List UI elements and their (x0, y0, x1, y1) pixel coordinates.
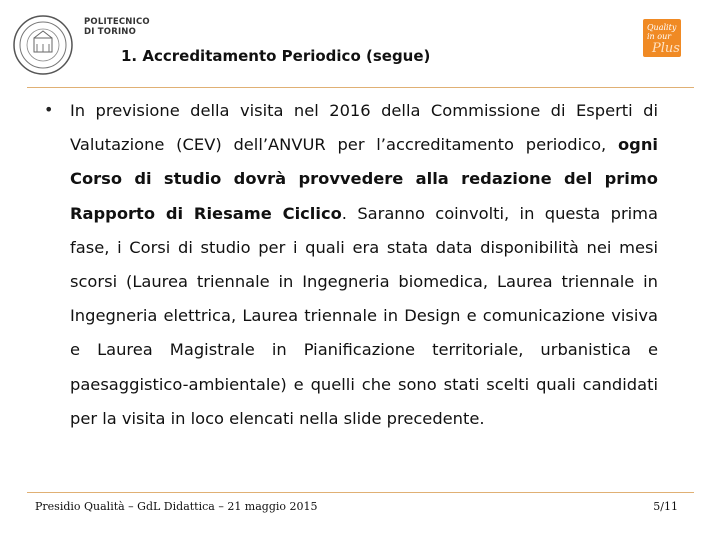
bullet-paragraph (70, 94, 658, 436)
quality-plus-logo (643, 19, 681, 57)
slide-title: 1. Accreditamento Periodico (segue) (121, 47, 431, 65)
header-divider (27, 87, 694, 88)
quality-logo-plus: Plus (652, 41, 680, 56)
footer-divider (27, 492, 694, 493)
bullet-icon: • (44, 100, 54, 119)
footer-caption: Presidio Qualità – GdL Didattica – 21 maggio 2015 (35, 500, 318, 513)
quality-logo-text: Quality in our (647, 23, 677, 41)
paragraph-text-rest: . Saranno coinvolti, in questa prima fase, i Corsi di studio per i quali era stata data disponibilità nei mesi scorsi (Laurea triennale in Ingegneria biomedica, Laurea triennale in Ingegneria elettrica, Laurea triennale in Design e comunicazione visiva e Laurea Magistrale in Pianificazione territoriale, urbanistica e paesaggistico-ambientale) e quelli che sono stati scelti quali candidati per la visita in loco elencati nella slide precedente. (70, 203, 658, 428)
paragraph-text-intro: In previsione della visita nel 2016 della Commissione di Esperti di Valutazione (CEV) dell’ANVUR per l’accreditamento periodico, (70, 101, 658, 155)
politecnico-seal-logo (12, 14, 74, 76)
page-number: 5/11 (653, 500, 678, 513)
paragraph-text-emphasis: ogni Corso di studio dovrà provvedere alla redazione del primo Rapporto di Riesame Ciclico (70, 135, 658, 223)
org-name: POLITECNICO DI TORINO (84, 17, 150, 37)
